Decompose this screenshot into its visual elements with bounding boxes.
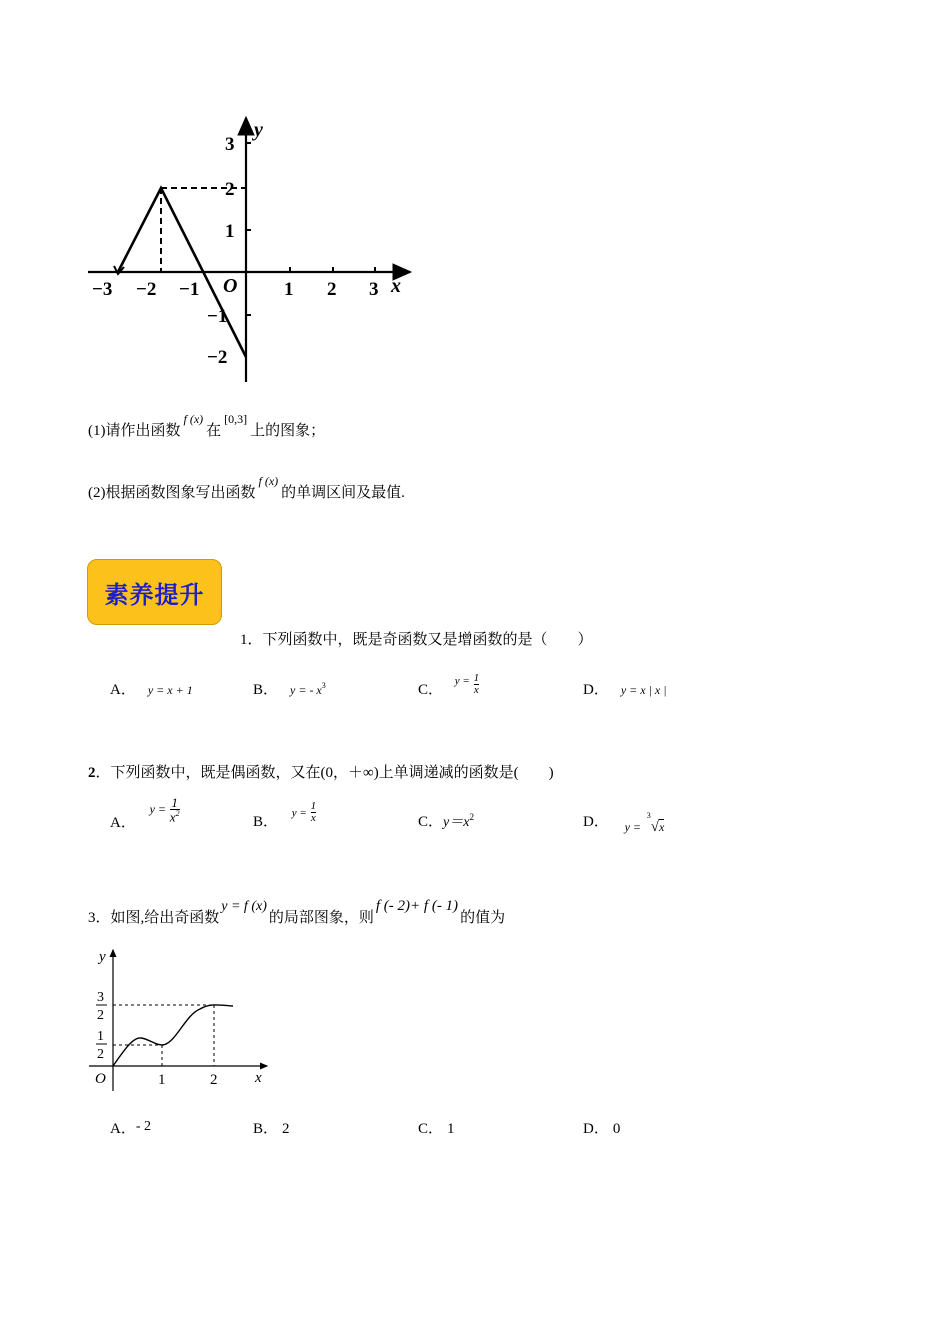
problem-part-1: (1)请作出函数$^{f (x)}$在[0,3]上的图象；: [88, 412, 326, 439]
svg-text:2: 2: [210, 1072, 218, 1088]
q3-option-b: B． 2: [253, 1121, 290, 1137]
q3-option-c: C． 1: [418, 1121, 455, 1137]
x-axis-label: x: [255, 1070, 262, 1086]
problem-part-2: (2)根据函数图象写出函数$^{f (x)}$的单调区间及最值.: [88, 474, 405, 501]
q2-option-c: C．$y=x^2$: [418, 812, 474, 830]
svg-text:1: 1: [158, 1072, 166, 1088]
origin-label: O: [95, 1071, 106, 1087]
y-tick-label: 1: [225, 221, 235, 242]
y-axis-label: y: [254, 119, 263, 141]
x-tick-label: 3: [369, 279, 379, 300]
x-tick-label: −2: [136, 279, 157, 300]
q2-option-b: B． y = $\frac{1}{x}$: [253, 800, 317, 830]
q1-option-d: D． y = x | x |: [583, 682, 667, 698]
y-tick-label: −2: [207, 347, 228, 368]
x-tick-label: 2: [327, 279, 337, 300]
odd-function-graph: [85, 945, 275, 1095]
svg-text:2: 2: [97, 1008, 104, 1023]
function-notation: f (x): [258, 474, 279, 488]
piecewise-graph: [80, 110, 420, 390]
q2-option-d: D． $_{y =}$ $^3√_x$: [583, 811, 665, 835]
x-tick-label: −1: [179, 279, 200, 300]
svg-text:3: 3: [97, 990, 104, 1005]
x-tick-label: −3: [92, 279, 113, 300]
origin-label: O: [223, 275, 238, 297]
function-curve: [113, 1005, 233, 1066]
q1-option-a: A． y = x + 1: [110, 682, 193, 698]
interval: [0,3]: [224, 412, 248, 426]
y-tick-label: −1: [207, 306, 228, 327]
svg-text:1: 1: [97, 1029, 104, 1044]
q3-option-d: D． 0: [583, 1121, 621, 1137]
y-tick-label: 3: [225, 134, 235, 155]
q1-option-b: B． y = - $x^3$: [253, 681, 326, 698]
y-tick-label: 2: [225, 179, 235, 200]
svg-text:2: 2: [97, 1047, 104, 1062]
section-badge: 素养提升: [87, 559, 222, 625]
question-1-stem: 1．下列函数中，既是奇函数又是增函数的是（ ）: [240, 632, 593, 648]
q3-option-a: A．- 2: [110, 1119, 152, 1137]
q1-option-c: C． $^{y =}$ $\frac{1}{x}$: [418, 672, 480, 698]
x-axis-label: x: [391, 275, 401, 297]
y-axis-label: y: [99, 949, 106, 965]
x-tick-label: 1: [284, 279, 294, 300]
function-notation: f (x): [183, 412, 204, 426]
q2-option-a: A． y = $\frac{1}{x^2}$: [110, 795, 180, 832]
question-3-stem: 3．如图,给出奇函数y = f (x)的局部图象，则f (- 2)+ f (- 1)的值为: [88, 898, 506, 926]
question-2-stem: 2．下列函数中，既是偶函数，又在(0，＋∞)上单调递减的函数是( ): [88, 765, 554, 781]
